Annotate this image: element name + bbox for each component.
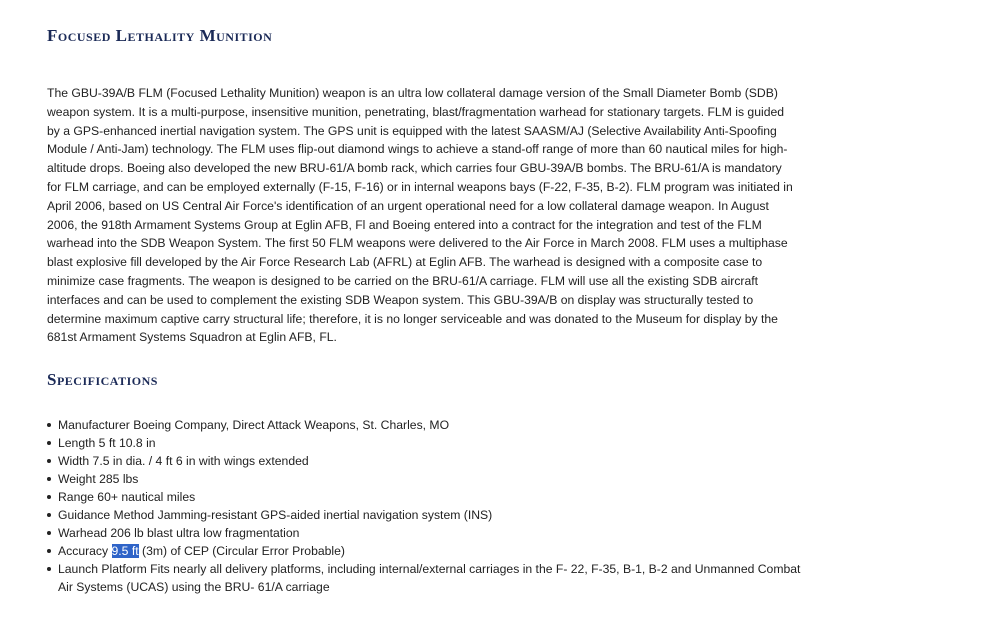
specifications-list xyxy=(47,416,806,596)
spec-item-accuracy xyxy=(58,542,806,560)
spec-item-width: Width 7.5 in dia. / 4 ft 6 in with wings extended xyxy=(58,452,806,470)
spec-item-launch-platform: Launch Platform Fits nearly all delivery platforms, including internal/external carriages in the F- 22, F-35, B-1, B-2 and Unmanned Combat Air Systems (UCAS) using the BRU- 61/A carriage xyxy=(58,560,806,596)
selected-text[interactable]: 9.5 ft xyxy=(111,544,139,558)
spec-item-range: Range 60+ nautical miles xyxy=(58,488,806,506)
spec-item-warhead: Warhead 206 lb blast ultra low fragmentation xyxy=(58,524,806,542)
spec-item-guidance: Guidance Method Jamming-resistant GPS-aided inertial navigation system (INS) xyxy=(58,506,806,524)
section-heading-specifications: Specifications xyxy=(47,370,158,389)
accuracy-rest: (3m) of CEP (Circular Error Probable) xyxy=(138,544,345,558)
description-paragraph: The GBU-39A/B FLM (Focused Lethality Munition) weapon is an ultra low collateral damage version of the Small Diameter Bomb (SDB) weapon system. It is a multi-purpose, insensitive munition, penetrating, blast/fragmentation warhead for stationary targets. FLM is guided by a GPS-enhanced inertial navigation system. The GPS unit is equipped with the latest SAASM/AJ (Selective Availability Anti-Spoofing Module / Anti-Jam) technology. The FLM uses flip-out diamond wings to achieve a stand-off range of more than 60 nautical miles for high-altitude drops. Boeing also developed the new BRU-61/A bomb rack, which carries four GBU-39A/B bombs. The BRU-61/A is mandatory for FLM carriage, and can be employed externally (F-15, F-16) or in internal weapons bays (F-22, F-35, B-2). FLM program was initiated in April 2006, based on US Central Air Force's identification of an urgent operational need for a low collateral damage weapon. In August 2006, the 918th Armament Systems Group at Eglin AFB, Fl and Boeing entered into a contract for the integration and test of the FLM warhead into the SDB Weapon System. The first 50 FLM weapons were delivered to the Air Force in March 2008. FLM uses a multiphase blast explosive fill developed by the Air Force Research Lab (AFRL) at Eglin AFB. The warhead is designed with a composite case to minimize case fragments. The weapon is designed to be carried on the BRU-61/A carriage. FLM will use all the existing SDB aircraft interfaces and can be used to complement the existing SDB Weapon system. This GBU-39A/B on display was structurally tested to determine maximum captive carry structural life; therefore, it is no longer serviceable and was donated to the Museum for display by the 681st Armament Systems Squadron at Eglin AFB, FL. xyxy=(47,86,793,345)
spec-item-manufacturer: Manufacturer Boeing Company, Direct Attack Weapons, St. Charles, MO xyxy=(58,416,806,434)
spec-item-length: Length 5 ft 10.8 in xyxy=(58,434,806,452)
section-heading-flm: Focused Lethality Munition xyxy=(47,26,273,45)
accuracy-label: Accuracy xyxy=(58,544,112,558)
spec-item-weight: Weight 285 lbs xyxy=(58,470,806,488)
